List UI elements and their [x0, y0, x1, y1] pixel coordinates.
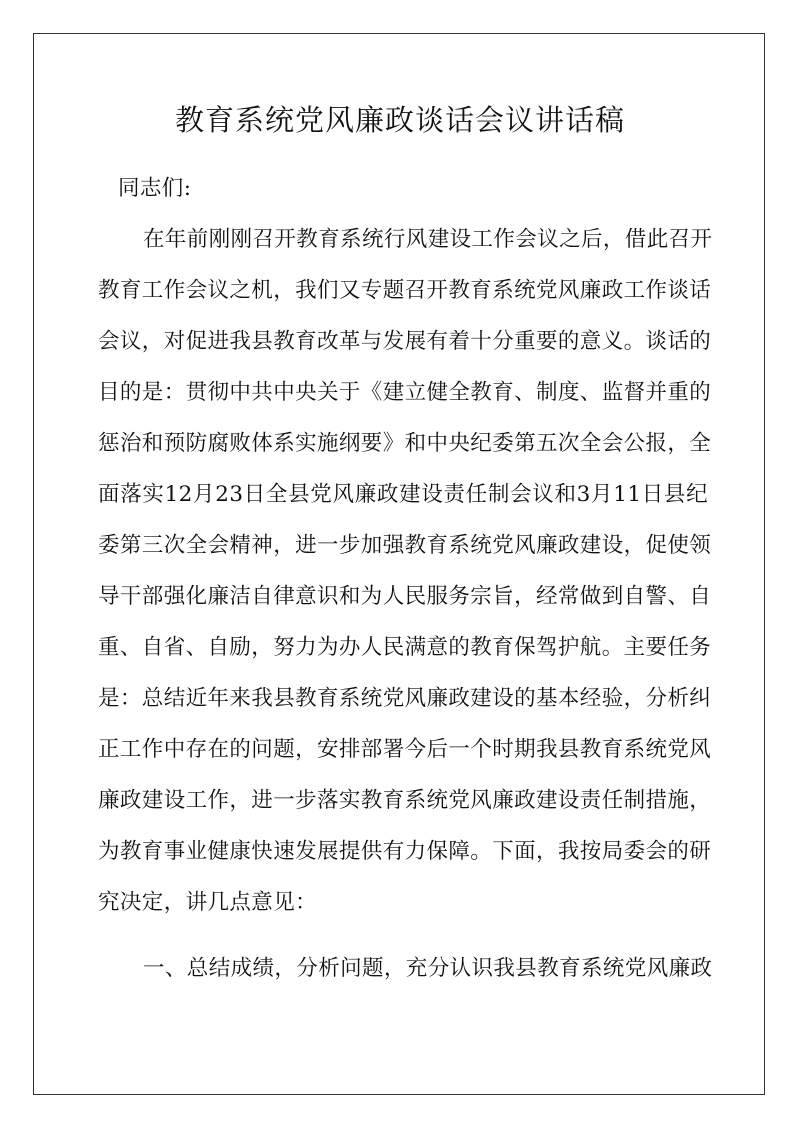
paragraph-line: 教育工作会议之机，我们又专题召开教育系统党风廉政工作谈话: [98, 278, 712, 303]
paragraph-line: 惩治和预防腐败体系实施纲要》和中央纪委第五次全会公报，全: [98, 431, 712, 456]
paragraph-line: 究决定，讲几点意见：: [98, 890, 318, 915]
paragraph-line: 是：总结近年来我县教育系统党风廉政建设的基本经验，分析纠: [98, 686, 712, 711]
section-line: 一、总结成绩，分析问题，充分认识我县教育系统党风廉政: [143, 956, 713, 981]
paragraph-line: 目的是：贯彻中共中央关于《建立健全教育、制度、监督并重的: [98, 380, 712, 405]
salutation: 同志们:: [118, 176, 192, 201]
paragraph-line: 正工作中存在的问题，安排部署今后一个时期我县教育系统党风: [98, 737, 712, 762]
paragraph-line: 委第三次全会精神，进一步加强教育系统党风廉政建设，促使领: [98, 533, 712, 558]
paragraph-line: 在年前刚刚召开教育系统行风建设工作会议之后，借此召开: [143, 227, 713, 252]
paragraph-line: 重、自省、自励，努力为办人民满意的教育保驾护航。主要任务: [98, 635, 712, 660]
paragraph-line: 导干部强化廉洁自律意识和为人民服务宗旨，经常做到自警、自: [98, 584, 712, 609]
paragraph-line: 面落实12月23日全县党风廉政建设责任制会议和3月11日县纪: [98, 482, 708, 507]
paragraph-line: 会议，对促进我县教育改革与发展有着十分重要的意义。谈话的: [98, 329, 712, 354]
document-title: 教育系统党风廉政谈话会议讲话稿: [174, 103, 625, 137]
paragraph-line: 为教育事业健康快速发展提供有力保障。下面，我按局委会的研: [98, 839, 712, 864]
paragraph-line: 廉政建设工作，进一步落实教育系统党风廉政建设责任制措施，: [98, 788, 712, 813]
